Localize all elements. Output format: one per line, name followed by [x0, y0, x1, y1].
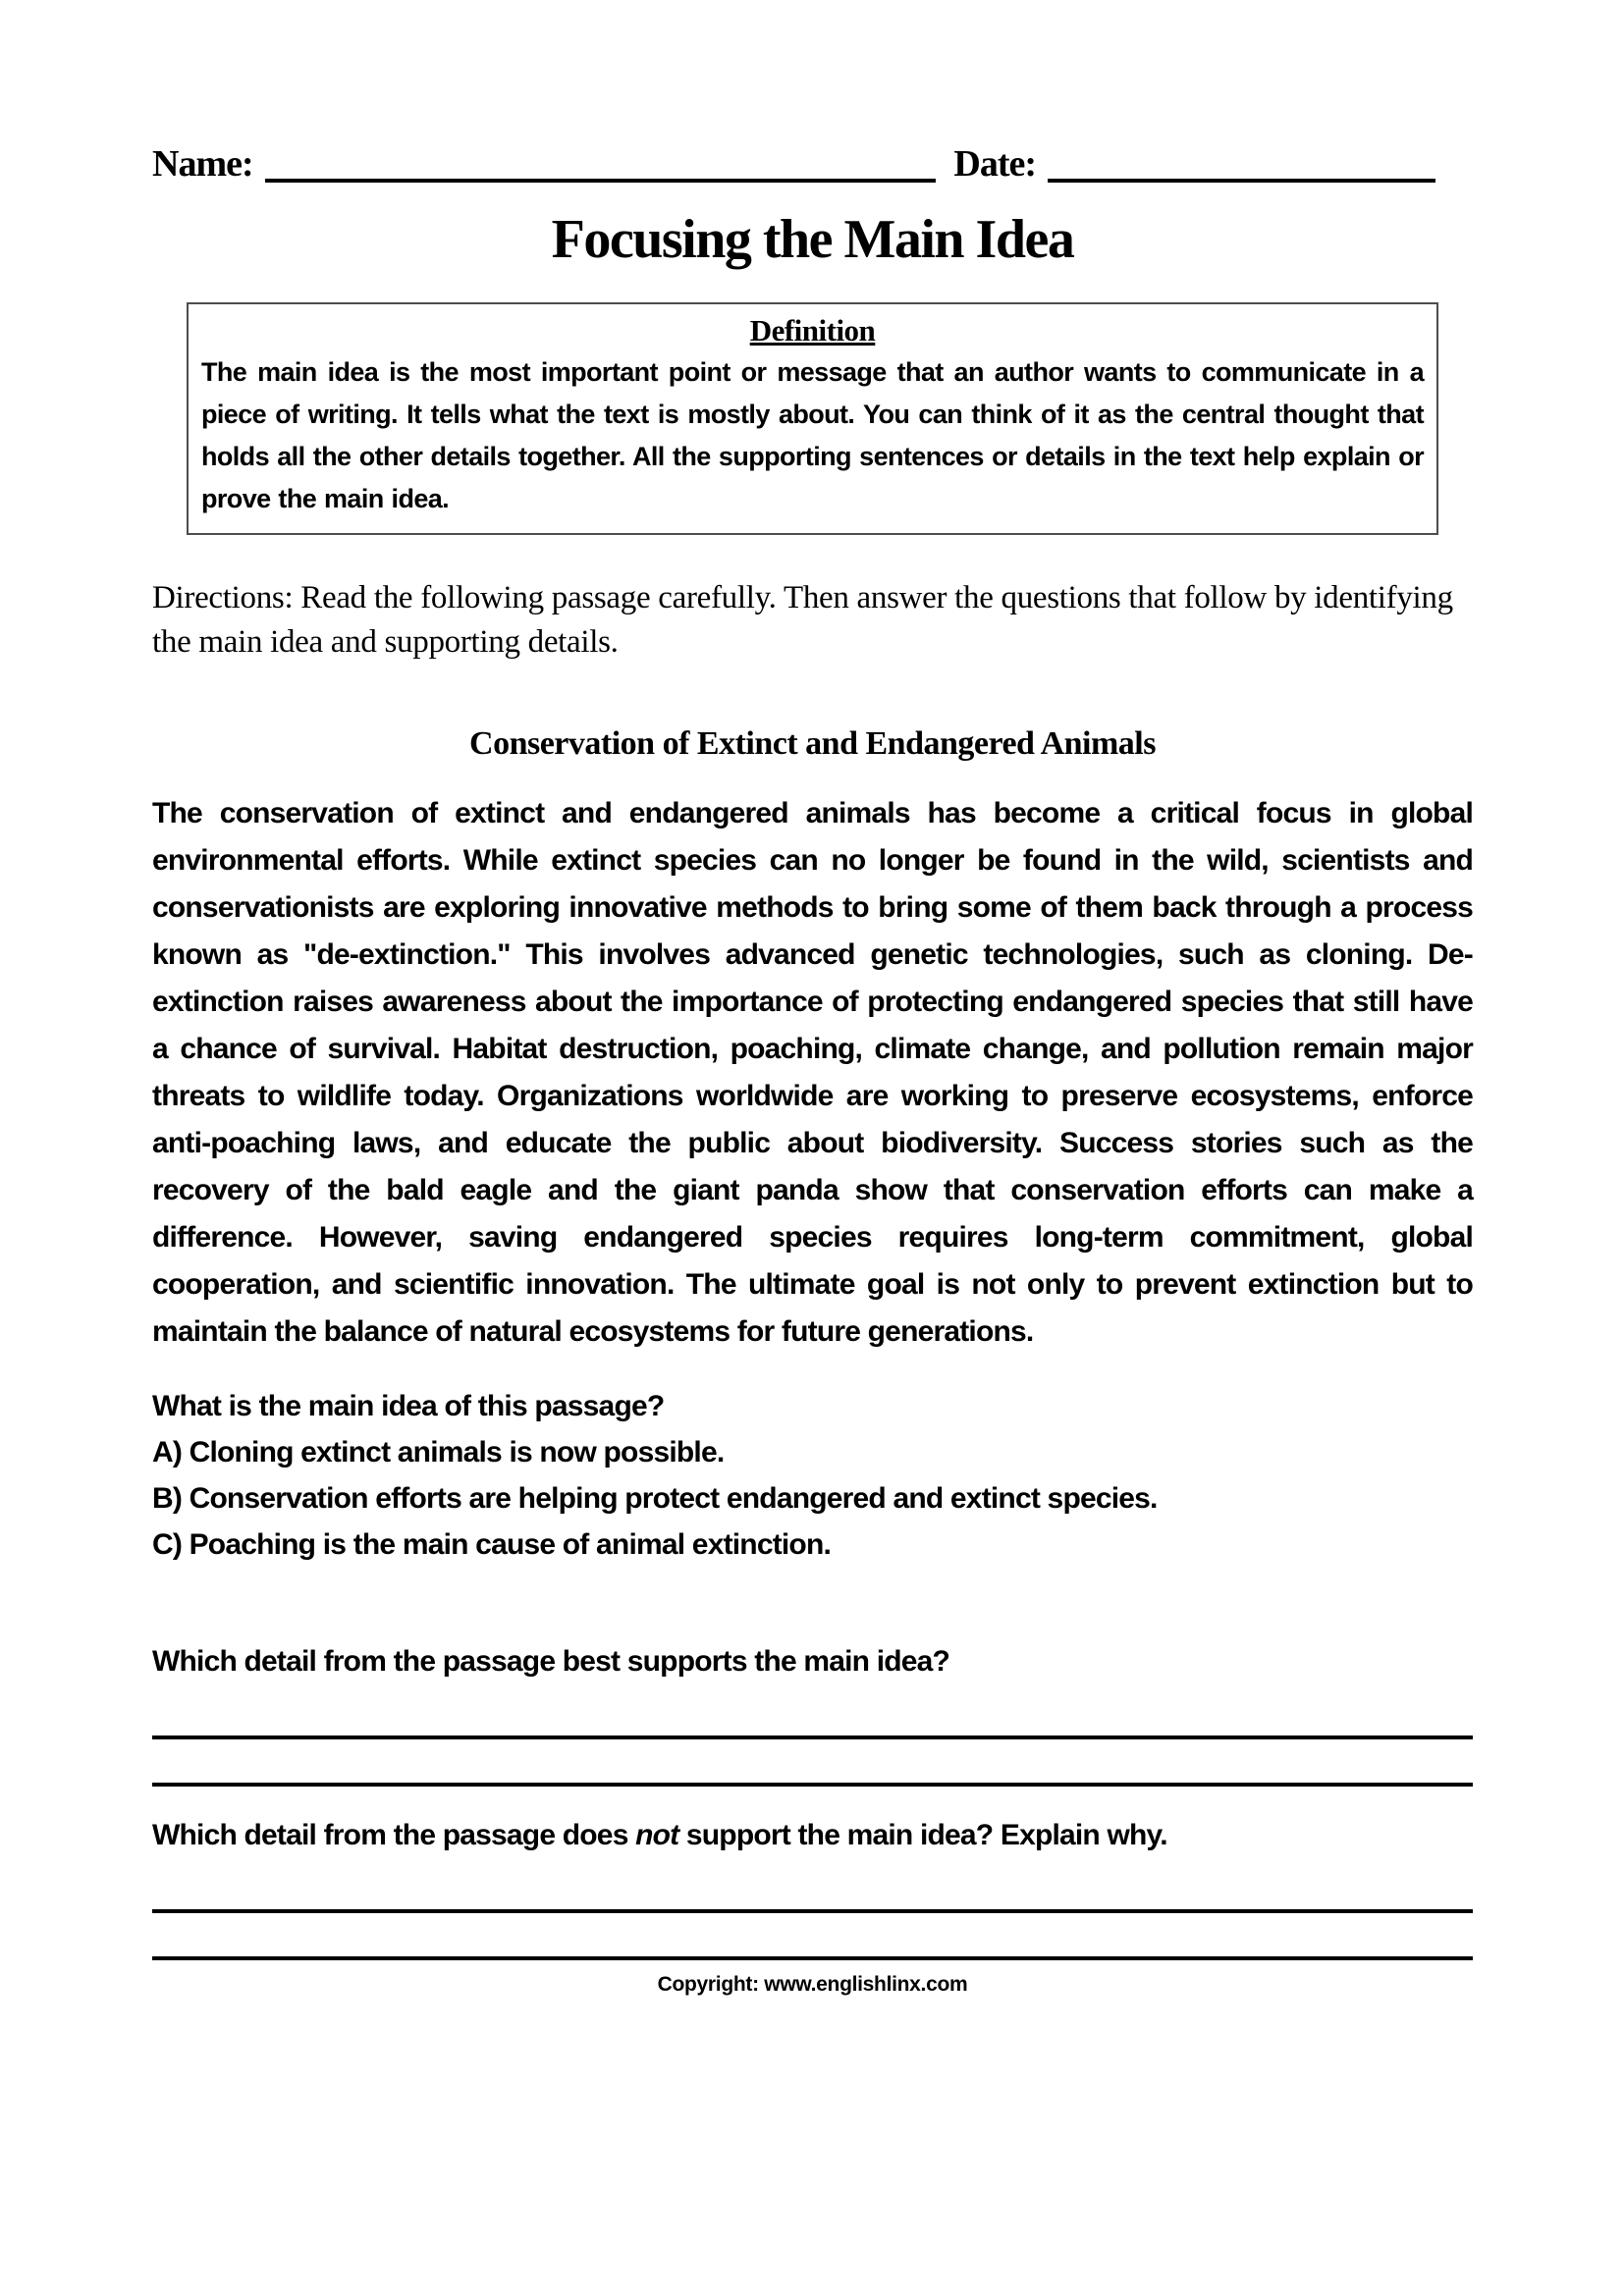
copyright-text: Copyright: www.englishlinx.com — [657, 1973, 968, 1996]
question-best-detail-prompt: Which detail from the passage best supports the main idea? — [152, 1645, 950, 1678]
definition-box — [187, 302, 1438, 535]
name-blank-line — [265, 145, 937, 183]
answer-blank-line — [152, 1858, 1473, 1913]
question-main-idea-option-c: C) Poaching is the main cause of animal extinction. — [152, 1528, 832, 1561]
question-main-idea-option-a: A) Cloning extinct animals is now possible. — [152, 1436, 725, 1468]
answer-blank-line — [152, 1684, 1473, 1739]
name-date-row — [152, 145, 1473, 183]
page-title: Focusing the Main Idea — [551, 209, 1074, 270]
question-not-support-prefix: Which detail from the passage does — [152, 1819, 636, 1851]
definition-text: The main idea is the most important point or message that an author wants to communicate in a piece of writing. It tells what the text is mostly about. You can think of it as the central thought that holds all the other details together. All the supporting sentences or details in the text help explain or prove the main idea. — [201, 357, 1424, 513]
date-blank-line — [1048, 145, 1435, 183]
date-label: Date: — [953, 143, 1036, 185]
question-not-support-italic-word: not — [635, 1819, 679, 1851]
answer-blank-line — [152, 1913, 1473, 1960]
question-main-idea-prompt: What is the main idea of this passage? — [152, 1390, 665, 1422]
definition-heading: Definition — [749, 313, 876, 347]
question-not-support-prompt — [152, 1812, 1473, 1858]
question-not-support-suffix: support the main idea? Explain why. — [678, 1819, 1167, 1851]
question-main-idea-option-b: B) Conservation efforts are helping protect endangered and extinct species. — [152, 1482, 1158, 1515]
name-label: Name: — [152, 143, 253, 185]
directions-text: Directions: Read the following passage carefully. Then answer the questions that follow by identifying the main idea and supporting details. — [152, 580, 1453, 660]
passage-heading: Conservation of Extinct and Endangered Animals — [469, 725, 1156, 762]
question-main-idea — [152, 1383, 1473, 1568]
answer-blank-line — [152, 1739, 1473, 1787]
passage-text: The conservation of extinct and endangered animals has become a critical focus in global environmental efforts. While extinct species can no longer be found in the wild, scientists and conservationists are exploring innovative methods to bring some of them back through a process known as "de-extinction." This involves advanced genetic technologies, such as cloning. De-extinction raises awareness about the importance of protecting endangered species that still have a chance of survival. Habitat destruction, poaching, climate change, and pollution remain major threats to wildlife today. Organizations worldwide are working to preserve ecosystems, enforce anti-poaching laws, and educate the public about biodiversity. Success stories such as the recovery of the bald eagle and the giant panda show that conservation efforts can make a difference. However, saving endangered species requires long-term commitment, global cooperation, and scientific innovation. The ultimate goal is not only to prevent extinction but to maintain the balance of natural ecosystems for future generations. — [152, 797, 1473, 1348]
